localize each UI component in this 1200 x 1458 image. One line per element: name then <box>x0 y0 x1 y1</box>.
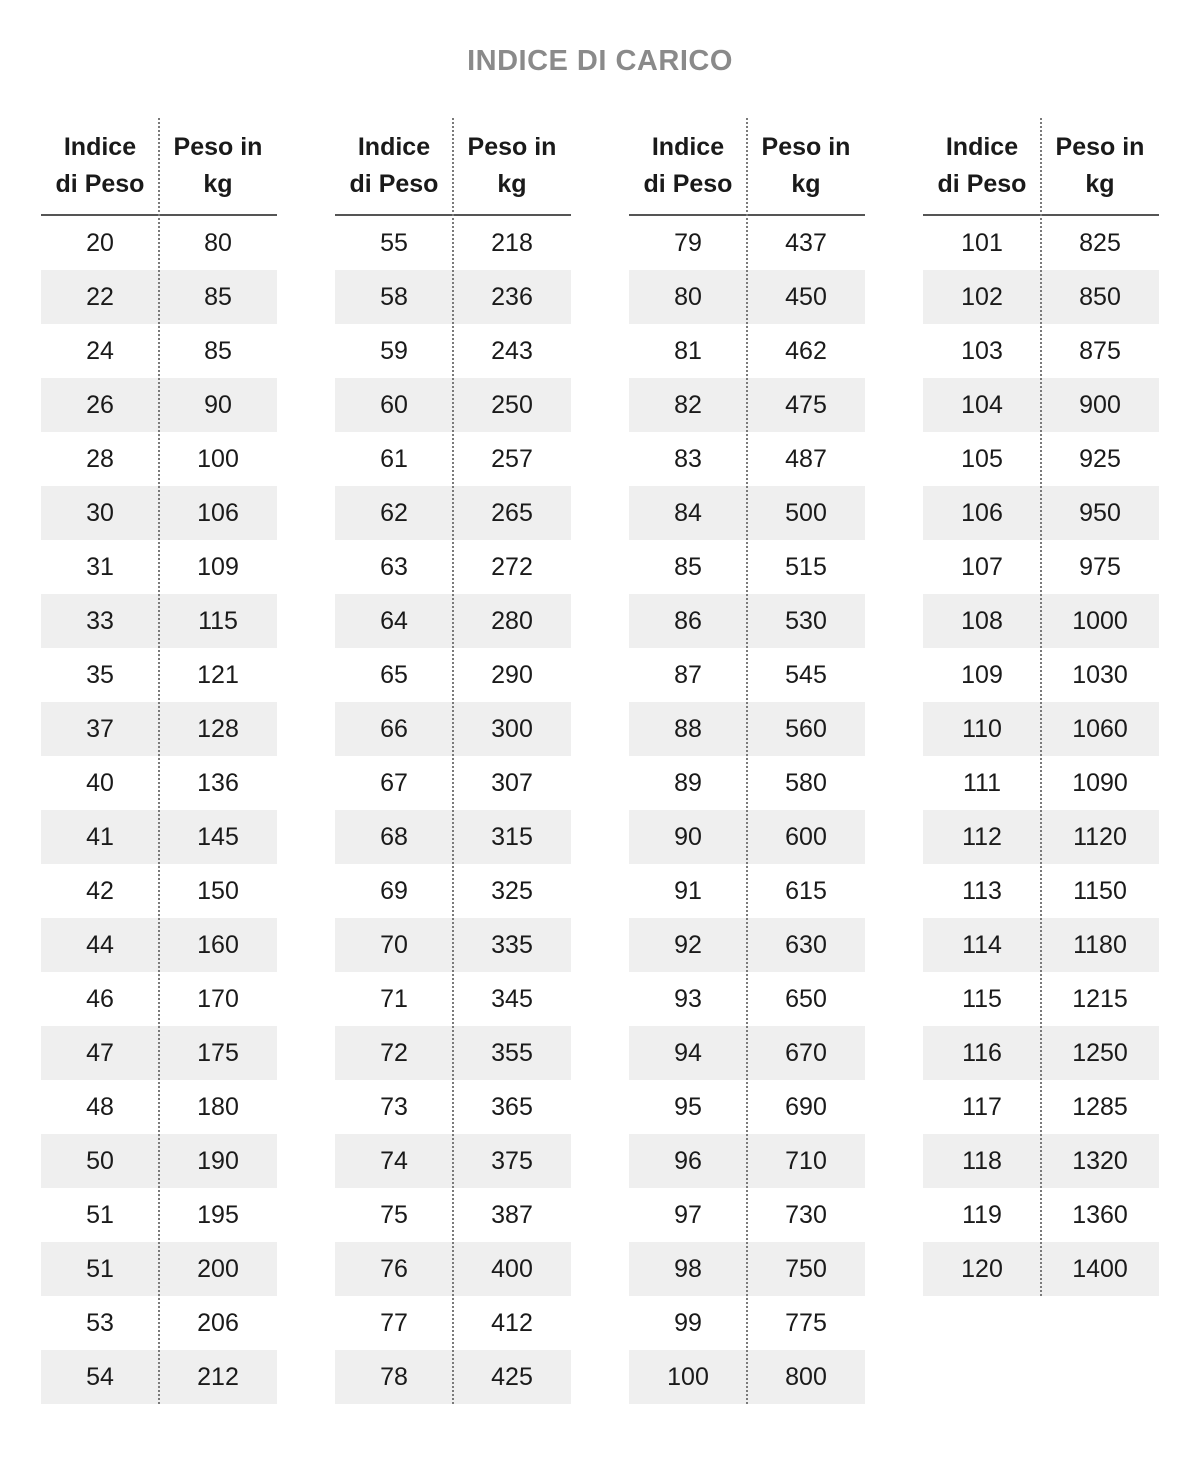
load-index-cell: 100 <box>667 1362 709 1391</box>
weight-kg-cell: 218 <box>491 228 533 257</box>
header-weight <box>159 118 277 214</box>
load-index-cell: 33 <box>86 606 114 635</box>
load-index-cell: 41 <box>86 822 114 851</box>
load-index-cell: 55 <box>380 228 408 257</box>
weight-kg-cell: 80 <box>204 228 232 257</box>
weight-kg-cell: 650 <box>785 984 827 1013</box>
weight-kg-cell: 1120 <box>1073 822 1127 851</box>
header-index-line1: Indice <box>945 133 1019 161</box>
weight-kg-cell: 875 <box>1079 336 1121 365</box>
column-divider <box>1040 118 1042 1296</box>
load-index-cell: 69 <box>380 876 408 905</box>
load-index-cell: 31 <box>86 552 114 581</box>
header-weight-line2: kg <box>497 170 527 198</box>
load-index-cell: 51 <box>86 1254 114 1283</box>
weight-kg-cell: 200 <box>197 1254 239 1283</box>
weight-kg-cell: 136 <box>197 768 239 797</box>
load-index-cell: 47 <box>86 1038 114 1067</box>
load-index-cell: 93 <box>674 984 702 1013</box>
weight-kg-cell: 128 <box>197 714 239 743</box>
weight-kg-cell: 365 <box>491 1092 533 1121</box>
load-index-cell: 75 <box>380 1200 408 1229</box>
header-index <box>41 118 159 214</box>
load-index-cell: 40 <box>86 768 114 797</box>
header-weight-line1: Peso in <box>761 133 851 161</box>
weight-kg-cell: 850 <box>1079 282 1121 311</box>
weight-kg-cell: 1360 <box>1072 1200 1128 1229</box>
load-index-cell: 97 <box>674 1200 702 1229</box>
load-index-cell: 63 <box>380 552 408 581</box>
table-block-1 <box>41 118 277 1404</box>
weight-kg-cell: 325 <box>491 876 533 905</box>
load-index-cell: 50 <box>86 1146 114 1175</box>
load-index-cell: 99 <box>674 1308 702 1337</box>
header-weight-line2: kg <box>203 170 233 198</box>
weight-kg-cell: 109 <box>197 552 239 581</box>
header-index <box>629 118 747 214</box>
weight-kg-cell: 257 <box>491 444 533 473</box>
header-weight-line2: kg <box>1085 170 1115 198</box>
load-index-cell: 119 <box>962 1200 1002 1229</box>
load-index-cell: 90 <box>674 822 702 851</box>
weight-kg-cell: 1250 <box>1072 1038 1128 1067</box>
header-index <box>923 118 1041 214</box>
column-divider <box>746 118 748 1404</box>
load-index-cell: 110 <box>962 714 1002 743</box>
weight-kg-cell: 600 <box>785 822 827 851</box>
weight-kg-cell: 1320 <box>1072 1146 1128 1175</box>
header-index-line2: di Peso <box>937 170 1027 198</box>
load-index-cell: 37 <box>86 714 114 743</box>
load-index-cell: 82 <box>674 390 702 419</box>
load-index-cell: 67 <box>380 768 408 797</box>
weight-kg-cell: 175 <box>197 1038 239 1067</box>
weight-kg-cell: 212 <box>197 1362 239 1391</box>
load-index-cell: 107 <box>961 552 1003 581</box>
weight-kg-cell: 190 <box>197 1146 239 1175</box>
header-index-line2: di Peso <box>55 170 145 198</box>
load-index-cell: 58 <box>380 282 408 311</box>
table-block-3 <box>629 118 865 1404</box>
load-index-cell: 120 <box>961 1254 1003 1283</box>
load-index-cell: 112 <box>962 822 1002 851</box>
load-index-cell: 92 <box>674 930 702 959</box>
load-index-cell: 73 <box>380 1092 408 1121</box>
load-index-cell: 53 <box>86 1308 114 1337</box>
header-weight <box>1041 118 1159 214</box>
load-index-cell: 74 <box>380 1146 408 1175</box>
weight-kg-cell: 121 <box>197 660 239 689</box>
weight-kg-cell: 355 <box>491 1038 533 1067</box>
table-block-4 <box>923 118 1159 1296</box>
weight-kg-cell: 335 <box>491 930 533 959</box>
load-index-cell: 20 <box>86 228 114 257</box>
weight-kg-cell: 1150 <box>1073 876 1127 905</box>
weight-kg-cell: 1060 <box>1072 714 1128 743</box>
weight-kg-cell: 1180 <box>1073 930 1127 959</box>
load-index-cell: 24 <box>86 336 114 365</box>
load-index-cell: 115 <box>962 984 1002 1013</box>
weight-kg-cell: 500 <box>785 498 827 527</box>
weight-kg-cell: 950 <box>1079 498 1121 527</box>
load-index-cell: 98 <box>674 1254 702 1283</box>
load-index-cell: 30 <box>86 498 114 527</box>
header-index-line2: di Peso <box>643 170 733 198</box>
weight-kg-cell: 515 <box>785 552 827 581</box>
weight-kg-cell: 1285 <box>1072 1092 1128 1121</box>
weight-kg-cell: 85 <box>204 282 232 311</box>
weight-kg-cell: 206 <box>197 1308 239 1337</box>
weight-kg-cell: 290 <box>491 660 533 689</box>
load-index-cell: 85 <box>674 552 702 581</box>
weight-kg-cell: 1000 <box>1072 606 1128 635</box>
header-weight-line1: Peso in <box>173 133 263 161</box>
weight-kg-cell: 450 <box>785 282 827 311</box>
load-index-cell: 94 <box>674 1038 702 1067</box>
load-index-cell: 114 <box>962 930 1002 959</box>
load-index-cell: 104 <box>961 390 1003 419</box>
weight-kg-cell: 300 <box>491 714 533 743</box>
weight-kg-cell: 265 <box>491 498 533 527</box>
header-weight <box>453 118 571 214</box>
weight-kg-cell: 160 <box>197 930 239 959</box>
weight-kg-cell: 925 <box>1079 444 1121 473</box>
header-index-line1: Indice <box>651 133 725 161</box>
load-index-cell: 109 <box>961 660 1003 689</box>
load-index-cell: 77 <box>380 1308 408 1337</box>
header-index <box>335 118 453 214</box>
load-index-cell: 68 <box>380 822 408 851</box>
load-index-cell: 42 <box>86 876 114 905</box>
load-index-cell: 111 <box>962 768 1001 797</box>
weight-kg-cell: 272 <box>491 552 533 581</box>
load-index-cell: 65 <box>380 660 408 689</box>
weight-kg-cell: 170 <box>197 984 239 1013</box>
weight-kg-cell: 900 <box>1079 390 1121 419</box>
load-index-cell: 51 <box>86 1200 114 1229</box>
load-index-tables <box>41 118 1159 1418</box>
load-index-cell: 89 <box>674 768 702 797</box>
page-title: INDICE DI CARICO <box>467 45 733 78</box>
header-weight <box>747 118 865 214</box>
load-index-cell: 72 <box>380 1038 408 1067</box>
load-index-cell: 44 <box>86 930 114 959</box>
weight-kg-cell: 425 <box>491 1362 533 1391</box>
weight-kg-cell: 150 <box>197 876 239 905</box>
load-index-cell: 70 <box>380 930 408 959</box>
weight-kg-cell: 400 <box>491 1254 533 1283</box>
header-index-line2: di Peso <box>349 170 439 198</box>
load-index-cell: 84 <box>674 498 702 527</box>
weight-kg-cell: 545 <box>785 660 827 689</box>
weight-kg-cell: 106 <box>197 498 239 527</box>
weight-kg-cell: 115 <box>198 606 238 635</box>
header-weight-line2: kg <box>791 170 821 198</box>
weight-kg-cell: 345 <box>491 984 533 1013</box>
load-index-cell: 48 <box>86 1092 114 1121</box>
weight-kg-cell: 100 <box>197 444 239 473</box>
load-index-cell: 76 <box>380 1254 408 1283</box>
load-index-cell: 66 <box>380 714 408 743</box>
weight-kg-cell: 690 <box>785 1092 827 1121</box>
weight-kg-cell: 387 <box>491 1200 533 1229</box>
load-index-cell: 108 <box>961 606 1003 635</box>
weight-kg-cell: 1090 <box>1072 768 1128 797</box>
load-index-cell: 64 <box>380 606 408 635</box>
header-weight-line1: Peso in <box>1055 133 1145 161</box>
weight-kg-cell: 975 <box>1079 552 1121 581</box>
column-divider <box>158 118 160 1404</box>
load-index-cell: 62 <box>380 498 408 527</box>
load-index-cell: 101 <box>961 228 1003 257</box>
table-block-2 <box>335 118 571 1404</box>
load-index-cell: 118 <box>962 1146 1002 1175</box>
load-index-cell: 91 <box>674 876 702 905</box>
load-index-cell: 46 <box>86 984 114 1013</box>
load-index-cell: 71 <box>380 984 408 1013</box>
weight-kg-cell: 307 <box>491 768 533 797</box>
weight-kg-cell: 236 <box>491 282 533 311</box>
load-index-cell: 86 <box>674 606 702 635</box>
weight-kg-cell: 412 <box>491 1308 533 1337</box>
weight-kg-cell: 487 <box>785 444 827 473</box>
load-index-cell: 88 <box>674 714 702 743</box>
load-index-cell: 95 <box>674 1092 702 1121</box>
load-index-cell: 22 <box>86 282 114 311</box>
weight-kg-cell: 195 <box>197 1200 239 1229</box>
weight-kg-cell: 180 <box>197 1092 239 1121</box>
weight-kg-cell: 710 <box>785 1146 827 1175</box>
load-index-cell: 83 <box>674 444 702 473</box>
load-index-cell: 80 <box>674 282 702 311</box>
weight-kg-cell: 145 <box>197 822 239 851</box>
load-index-cell: 26 <box>86 390 114 419</box>
weight-kg-cell: 437 <box>785 228 827 257</box>
weight-kg-cell: 560 <box>785 714 827 743</box>
load-index-cell: 116 <box>962 1038 1002 1067</box>
load-index-cell: 81 <box>674 336 702 365</box>
weight-kg-cell: 630 <box>785 930 827 959</box>
weight-kg-cell: 243 <box>491 336 533 365</box>
weight-kg-cell: 730 <box>785 1200 827 1229</box>
weight-kg-cell: 90 <box>204 390 232 419</box>
header-index-line1: Indice <box>63 133 137 161</box>
weight-kg-cell: 530 <box>785 606 827 635</box>
load-index-cell: 106 <box>961 498 1003 527</box>
weight-kg-cell: 315 <box>491 822 533 851</box>
load-index-cell: 35 <box>86 660 114 689</box>
weight-kg-cell: 280 <box>491 606 533 635</box>
weight-kg-cell: 775 <box>785 1308 827 1337</box>
weight-kg-cell: 462 <box>785 336 827 365</box>
weight-kg-cell: 475 <box>785 390 827 419</box>
header-index-line1: Indice <box>357 133 431 161</box>
load-index-cell: 117 <box>962 1092 1002 1121</box>
weight-kg-cell: 375 <box>491 1146 533 1175</box>
weight-kg-cell: 1400 <box>1072 1254 1128 1283</box>
weight-kg-cell: 800 <box>785 1362 827 1391</box>
load-index-cell: 105 <box>961 444 1003 473</box>
load-index-cell: 60 <box>380 390 408 419</box>
load-index-cell: 54 <box>86 1362 114 1391</box>
load-index-cell: 87 <box>674 660 702 689</box>
load-index-cell: 28 <box>86 444 114 473</box>
weight-kg-cell: 670 <box>785 1038 827 1067</box>
load-index-cell: 59 <box>380 336 408 365</box>
header-weight-line1: Peso in <box>467 133 557 161</box>
weight-kg-cell: 825 <box>1079 228 1121 257</box>
weight-kg-cell: 615 <box>785 876 827 905</box>
load-index-cell: 96 <box>674 1146 702 1175</box>
weight-kg-cell: 85 <box>204 336 232 365</box>
weight-kg-cell: 1215 <box>1072 984 1128 1013</box>
load-index-cell: 61 <box>380 444 408 473</box>
load-index-cell: 103 <box>961 336 1003 365</box>
load-index-cell: 79 <box>674 228 702 257</box>
load-index-cell: 113 <box>962 876 1002 905</box>
weight-kg-cell: 1030 <box>1072 660 1128 689</box>
load-index-cell: 78 <box>380 1362 408 1391</box>
weight-kg-cell: 580 <box>785 768 827 797</box>
weight-kg-cell: 250 <box>491 390 533 419</box>
load-index-cell: 102 <box>961 282 1003 311</box>
weight-kg-cell: 750 <box>785 1254 827 1283</box>
column-divider <box>452 118 454 1404</box>
